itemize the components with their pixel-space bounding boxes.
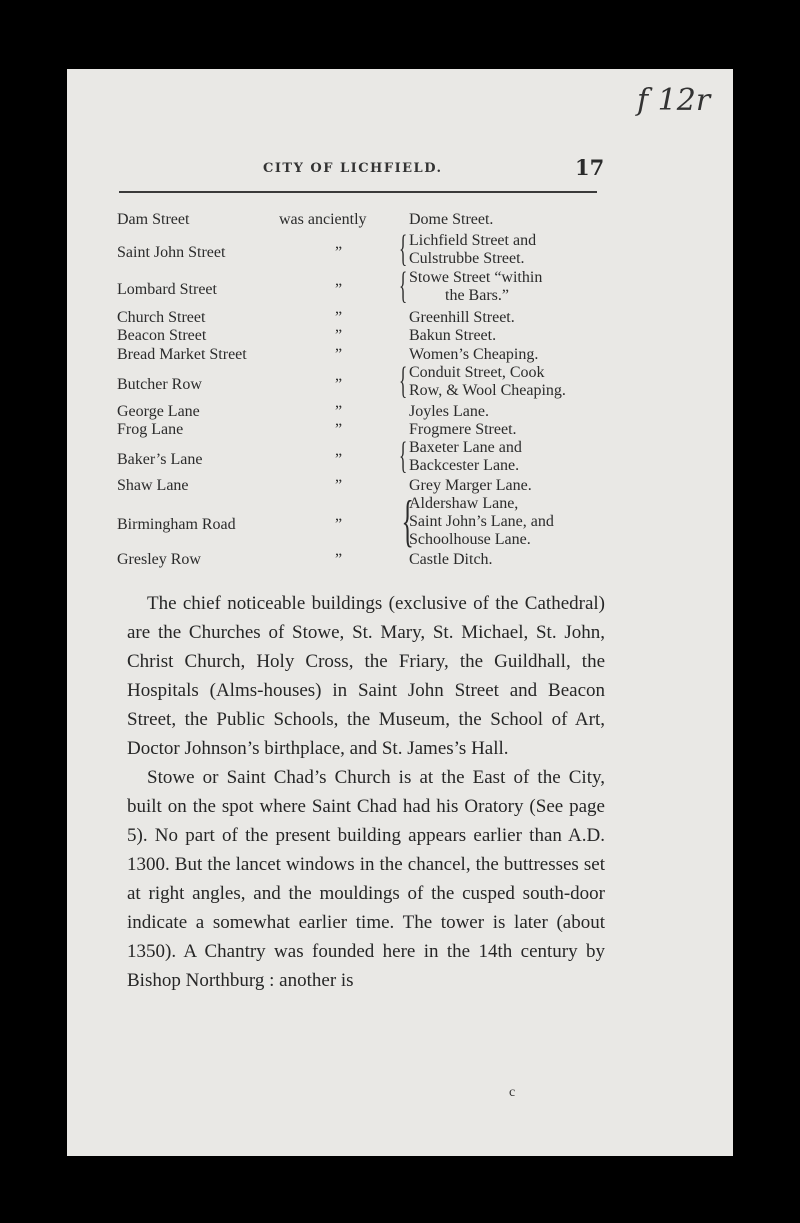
street-ancient-name: Baxeter Lane and (409, 439, 522, 456)
street-ancient-name: Dome Street. (409, 211, 494, 228)
ditto-mark: ” (335, 403, 343, 420)
street-ancient-name: the Bars.” (445, 287, 509, 304)
folio-annotation: f 12r (637, 83, 711, 118)
page-number: 17 (575, 155, 605, 180)
paragraph-stowe-church: Stowe or Saint Chad’s Church is at the East of the City, built on the spot where Saint Chad had his Oratory (See page 5). No part of the present building appears earlier than A.D. 1300. But the lancet windows in the chancel, the buttresses set at right angles, and the mouldings of the cusped south-door indicate a somewhat earlier time. The tower is later (about 1350). A Chantry was founded here in the 14th century by Bishop Northburg : another is (127, 767, 605, 991)
ditto-mark: ” (335, 451, 343, 468)
street-modern-name: George Lane (117, 403, 200, 420)
street-modern-name: Gresley Row (117, 551, 201, 568)
street-modern-name: Bread Market Street (117, 346, 247, 363)
paragraph-buildings: The chief noticeable buildings (exclusive of the Cathedral) are the Churches of Stowe, St. Mary, St. Michael, St. John, Christ Church, Holy Cross, the Friary, the Guildhall, the Hospitals (Alms-houses) in Saint John Street and Beacon Street, the Public Schools, the Museum, the School of Art, Doctor Johnson’s birthplace, and St. James’s Hall. (127, 593, 605, 759)
street-names-table (67, 69, 733, 589)
street-modern-name: Birmingham Road (117, 516, 236, 533)
ditto-mark: ” (335, 516, 343, 533)
street-ancient-name: Joyles Lane. (409, 403, 489, 420)
brace-bracket: { (401, 490, 414, 553)
street-modern-name: Frog Lane (117, 421, 184, 438)
street-ancient-name: Bakun Street. (409, 327, 497, 344)
body-text (127, 589, 605, 995)
street-ancient-name: Greenhill Street. (409, 309, 515, 326)
brace-bracket: { (399, 265, 408, 307)
street-ancient-name: Frogmere Street. (409, 421, 517, 438)
running-head: CITY OF LICHFIELD. (263, 161, 443, 176)
ditto-mark: ” (335, 376, 343, 393)
street-modern-name: Shaw Lane (117, 477, 189, 494)
street-ancient-name: Backcester Lane. (409, 457, 520, 474)
brace-bracket: { (399, 435, 408, 477)
street-ancient-name: Aldershaw Lane, (409, 495, 519, 512)
street-ancient-name: Culstrubbe Street. (409, 250, 525, 267)
ditto-mark: ” (335, 244, 343, 261)
street-ancient-name: Grey Marger Lane. (409, 477, 532, 494)
street-modern-name: Saint John Street (117, 244, 226, 261)
linking-phrase: was anciently (279, 211, 367, 228)
brace-bracket: { (399, 360, 408, 402)
street-modern-name: Church Street (117, 309, 206, 326)
ditto-mark: ” (335, 551, 343, 568)
street-ancient-name: Conduit Street, Cook (409, 364, 545, 381)
ditto-mark: ” (335, 327, 343, 344)
ditto-mark: ” (335, 346, 343, 363)
brace-bracket: { (399, 228, 408, 270)
ditto-mark: ” (335, 281, 343, 298)
ditto-mark: ” (335, 309, 343, 326)
street-modern-name: Dam Street (117, 211, 190, 228)
street-ancient-name: Saint John’s Lane, and (409, 513, 554, 530)
street-modern-name: Lombard Street (117, 281, 217, 298)
street-modern-name: Butcher Row (117, 376, 202, 393)
street-ancient-name: Castle Ditch. (409, 551, 493, 568)
street-ancient-name: Women’s Cheaping. (409, 346, 539, 363)
street-ancient-name: Stowe Street “within (409, 269, 543, 286)
signature-mark: c (509, 1085, 516, 1100)
ditto-mark: ” (335, 477, 343, 494)
street-ancient-name: Lichfield Street and (409, 232, 537, 249)
street-modern-name: Baker’s Lane (117, 451, 203, 468)
ditto-mark: ” (335, 421, 343, 438)
street-modern-name: Beacon Street (117, 327, 207, 344)
street-ancient-name: Schoolhouse Lane. (409, 531, 531, 548)
street-ancient-name: Row, & Wool Cheaping. (409, 382, 566, 399)
book-page (67, 69, 733, 1156)
